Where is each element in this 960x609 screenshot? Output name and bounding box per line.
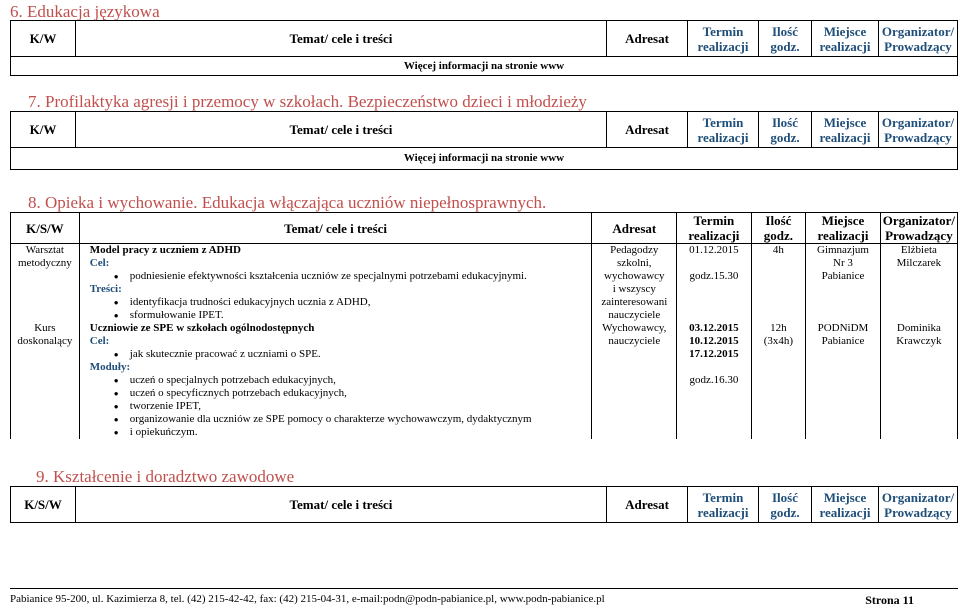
list-item: ● tworzenie IPET, [90, 400, 590, 413]
col-miejsce: Miejsce realizacji [812, 112, 879, 148]
col-termin: Termin realizacji [677, 213, 752, 244]
list-item: ● uczeń o specyficznych potrzebach edukacyjnych, [90, 387, 590, 400]
col-adresat: Adresat [607, 487, 688, 523]
col-termin: Termin realizacji [688, 487, 759, 523]
list-item: ● jak skutecznie pracować z uczniami o SPE. [90, 348, 590, 361]
date-cell: 01.12.2015 godz.15.30 03.12.2015 10.12.2015 17.12.2015 godz.16.30 [677, 244, 752, 440]
table-row [11, 244, 958, 440]
hours-cell: 4h 12h (3x4h) [751, 244, 806, 440]
col-ilosc: Ilość godz. [759, 21, 812, 57]
footer-address: Pabianice 95-200, ul. Kazimierza 8, tel. (42) 215-42-42, fax: (42) 215-04-31, e-mail:podn@podn-pabianice.pl, www.podn-pabianice.pl [10, 593, 605, 605]
topic-cell: Model pracy z uczniem z ADHD Cel: ● podniesienie efektywności kształcenia uczniów ze specjalnymi potrzebami edukacyjnymi. Treści: ● identyfikacja trudności edukacyjnych ucznia z ADHD, ● sformułowanie IPET. Uczniowie ze SPE w szkołach ogólnodostępnych Cel: ● jak skutecznie pracować z uczniami o SPE. Moduły: ● uczeń o specjalnych potrzebach edukacyjnych, ● uczeń o specyficznych potrzebach edukacyjnych, ● tworzenie IPET, ● organizowanie dla uczniów ze SPE pomocy o charakterze wychowawczym, dydaktycznym ● i opiekuńczym. [79, 244, 592, 440]
footer-divider [10, 588, 958, 589]
col-ilosc: Ilość godz. [759, 487, 812, 523]
col-miejsce: Miejsce realizacji [812, 21, 879, 57]
col-ilosc: Ilość godz. [751, 213, 806, 244]
list-item: ● podniesienie efektywności kształcenia uczniów ze specjalnymi potrzebami edukacyjnymi. [90, 270, 590, 283]
more-info-link-6[interactable]: Więcej informacji na stronie www [11, 57, 958, 76]
col-ksw: K/S/W [11, 213, 80, 244]
col-termin: Termin realizacji [688, 21, 759, 57]
audience-cell: Pedagodzy szkolni, wychowawcy i wszyscy zainteresowani nauczyciele Wychowawcy, nauczyciele [592, 244, 677, 440]
list-item: ● i opiekuńczym. [90, 426, 590, 439]
col-adresat: Adresat [607, 21, 688, 57]
col-kw: K/W [11, 112, 76, 148]
course-heading: Uczniowie ze SPE w szkołach ogólnodostępnych [89, 322, 315, 334]
more-info-link-7[interactable]: Więcej informacji na stronie www [11, 148, 958, 170]
col-ilosc: Ilość godz. [759, 112, 812, 148]
col-organizator: Organizator/ Prowadzący [879, 21, 958, 57]
section-7-header-table [10, 111, 958, 170]
course-heading: Model pracy z uczniem z ADHD [89, 244, 241, 256]
goal-list [90, 348, 590, 361]
content-list [90, 296, 590, 322]
col-temat: Temat/ cele i treści [76, 112, 607, 148]
section-9-title: 9. Kształcenie i doradztwo zawodowe [36, 467, 295, 486]
section-6-header-table [10, 20, 958, 76]
goal-list [90, 270, 590, 283]
list-item: ● organizowanie dla uczniów ze SPE pomocy o charakterze wychowawczym, dydaktycznym [90, 413, 590, 426]
col-termin: Termin realizacji [688, 112, 759, 148]
col-adresat: Adresat [607, 112, 688, 148]
col-temat: Temat/ cele i treści [79, 213, 592, 244]
section-7-title: 7. Profilaktyka agresji i przemocy w szkołach. Bezpieczeństwo dzieci i młodzieży [28, 92, 587, 111]
col-temat: Temat/ cele i treści [76, 21, 607, 57]
section-8-table [10, 212, 958, 439]
col-ksw: K/S/W [11, 487, 76, 523]
col-miejsce: Miejsce realizacji [806, 213, 881, 244]
form-cell: Warsztat metodyczny Kurs doskonalący [11, 244, 80, 440]
col-kw: K/W [11, 21, 76, 57]
module-list [90, 374, 590, 439]
section-8-title: 8. Opieka i wychowanie. Edukacja włączająca uczniów niepełnosprawnych. [28, 193, 547, 212]
list-item: ● sformułowanie IPET. [90, 309, 590, 322]
col-organizator: Organizator/ Prowadzący [879, 487, 958, 523]
list-item: ● uczeń o specjalnych potrzebach edukacyjnych, [90, 374, 590, 387]
organizer-cell: Elżbieta Milczarek Dominika Krawczyk [880, 244, 957, 440]
section-6-title: 6. Edukacja językowa [10, 2, 160, 21]
place-cell: Gimnazjum Nr 3 Pabianice PODNiDM Pabianice [806, 244, 881, 440]
col-miejsce: Miejsce realizacji [812, 487, 879, 523]
page-footer [10, 593, 958, 605]
col-adresat: Adresat [592, 213, 677, 244]
col-organizator: Organizator/ Prowadzący [880, 213, 957, 244]
page-number: Strona 11 [865, 593, 914, 607]
col-organizator: Organizator/ Prowadzący [879, 112, 958, 148]
section-9-header-table [10, 486, 958, 523]
col-temat: Temat/ cele i treści [76, 487, 607, 523]
list-item: ● identyfikacja trudności edukacyjnych ucznia z ADHD, [90, 296, 590, 309]
